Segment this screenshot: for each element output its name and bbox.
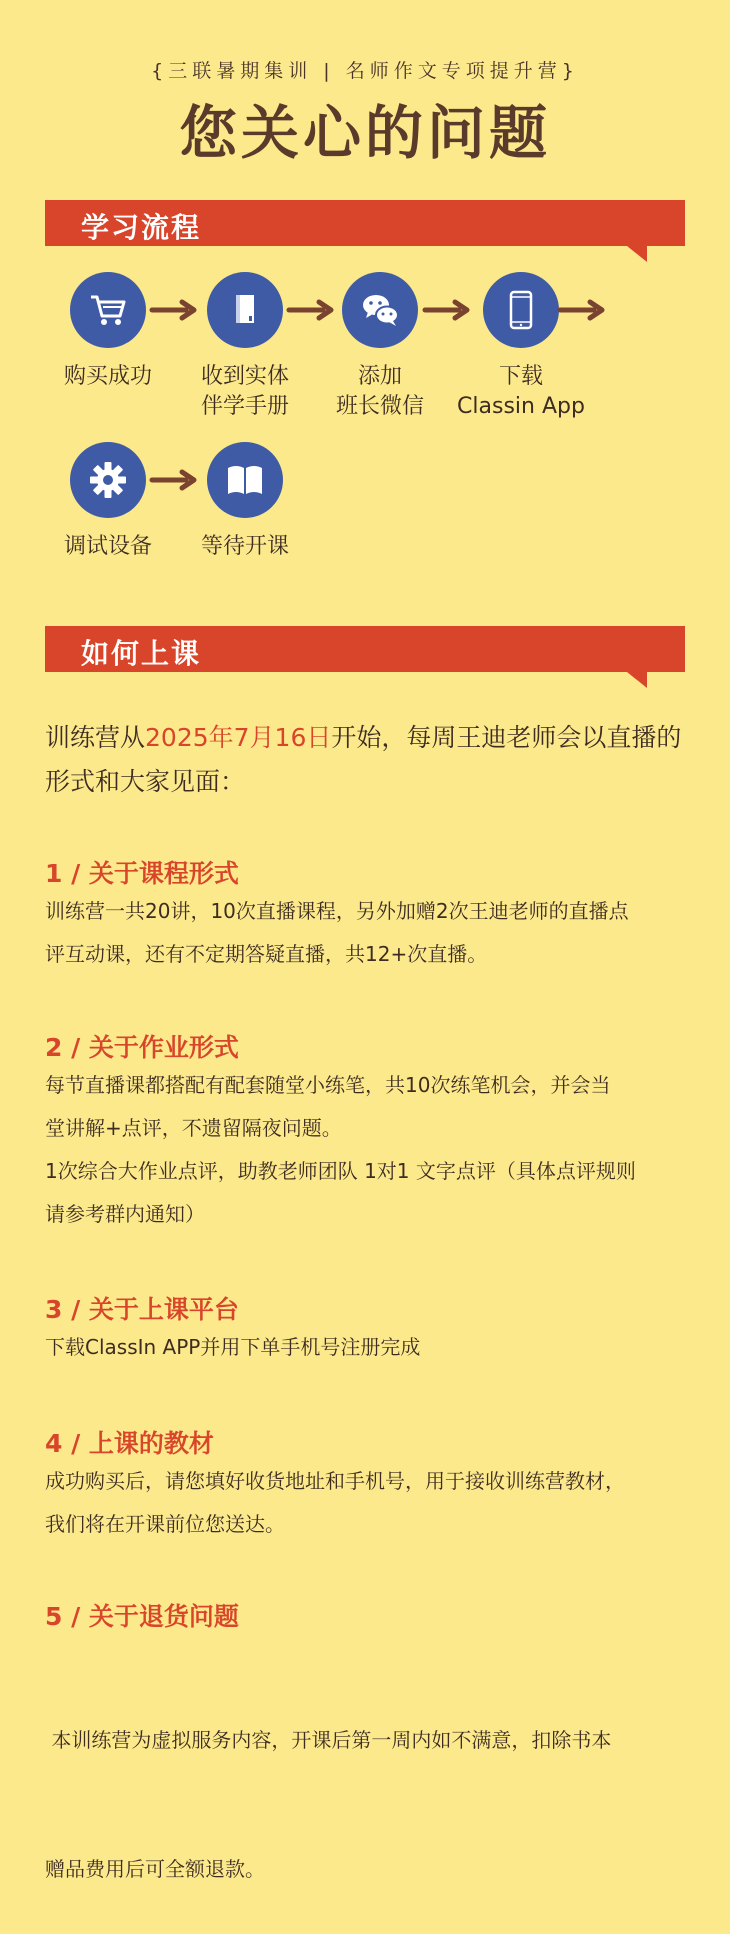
body-line: 赠品费用后可全额退款。 (45, 1857, 265, 1881)
section-title: 2 / 关于作业形式 (45, 1033, 239, 1062)
banner-label: 如何上课 (81, 637, 202, 670)
page-title: 您关心的问题 (178, 99, 551, 167)
gear-icon (70, 442, 146, 518)
arrow-right-icon (558, 298, 606, 322)
wechat-icon (342, 272, 418, 348)
step-line2: Classin App (457, 394, 585, 419)
step-test-device (33, 442, 183, 562)
section-body (45, 890, 695, 976)
step-line1: 购买成功 (63, 364, 152, 389)
header-subtitle: {三联暑期集训 | 名师作文专项提升营} (151, 60, 579, 82)
banner-how-to-attend (45, 626, 685, 672)
intro-text: 训练营从 (45, 723, 146, 752)
open-book-icon (207, 442, 283, 518)
section-body (45, 1064, 695, 1236)
body-line: 每节直播课都搭配有配套随堂小练笔，共10次练笔机会，并会当 (45, 1073, 611, 1097)
phone-icon (483, 272, 559, 348)
body-line: 成功购买后，请您填好收货地址和手机号，用于接收训练营教材， (45, 1469, 625, 1493)
body-line: 训练营一共20讲，10次直播课程，另外加赠2次王迪老师的直播点 (45, 899, 629, 923)
section-title: 1 / 关于课程形式 (45, 859, 239, 888)
step-wait-class (170, 442, 320, 562)
book-icon (207, 272, 283, 348)
step-download-app (441, 272, 601, 422)
body-line: 下载ClassIn APP并用下单手机号注册完成 (45, 1335, 421, 1359)
step-purchase (33, 272, 183, 392)
step-line2: 班长微信 (335, 394, 424, 419)
intro-text: 开始，每周王迪老师会以直播的形式和大家见面： (45, 723, 682, 796)
ribbon-tail (627, 672, 647, 688)
section-body (45, 1460, 695, 1546)
body-line: 本训练营为虚拟服务内容，开课后第一周内如不满意，扣除书本 (45, 1728, 612, 1752)
banner-label: 学习流程 (81, 211, 202, 244)
ribbon-tail (627, 246, 647, 262)
banner-learning-flow (45, 200, 685, 246)
intro-paragraph (45, 716, 685, 804)
cart-icon (70, 272, 146, 348)
body-line: 请参考群内通知） (45, 1202, 205, 1226)
step-receive-handbook (170, 272, 320, 422)
step-line1: 收到实体 (200, 364, 289, 389)
start-date: 2025年7月16日 (145, 723, 332, 752)
section-title: 5 / 关于退货问题 (45, 1602, 239, 1631)
section-body (45, 1633, 695, 1934)
section-title: 3 / 关于上课平台 (45, 1295, 239, 1324)
step-line1: 下载 (498, 364, 543, 389)
step-line1: 调试设备 (63, 534, 152, 559)
body-line: 评互动课，还有不定期答疑直播，共12+次直播。 (45, 942, 488, 966)
section-body (45, 1326, 695, 1369)
step-line2: 伴学手册 (200, 394, 289, 419)
step-line1: 添加 (357, 364, 402, 389)
step-add-wechat (305, 272, 455, 422)
step-line1: 等待开课 (200, 534, 289, 559)
section-title: 4 / 上课的教材 (45, 1429, 214, 1458)
body-line: 1次综合大作业点评，助教老师团队 1对1 文字点评（具体点评规则 (45, 1159, 636, 1183)
body-line: 我们将在开课前位您送达。 (45, 1512, 285, 1536)
body-line: 堂讲解+点评，不遗留隔夜问题。 (45, 1116, 342, 1140)
